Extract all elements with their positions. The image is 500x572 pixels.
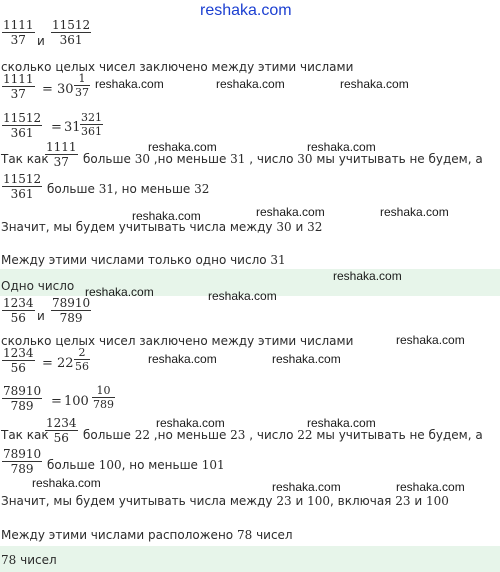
- answer-band-2: [0, 546, 500, 572]
- so-line: Значит, мы будем учитывать числа между 30 и 32: [1, 220, 323, 234]
- since-text-2: Так как: [1, 428, 49, 442]
- watermark: reshaka.com: [148, 140, 217, 154]
- so-line-2: Значит, мы будем учитывать числа между 23 и 100, включая 23 и 100: [1, 494, 449, 508]
- since-line-2: больше 22 ,но меньше 23 , число 22 мы учитывать не будем, а: [83, 428, 483, 442]
- fraction-1111-37: $\frac{1111}{37}$: [3, 18, 34, 47]
- and-word: и: [37, 34, 45, 48]
- fraction-78910-789: $\frac{78910}{789}$: [52, 296, 91, 325]
- eq2-equals: =: [51, 120, 62, 135]
- since-fraction: $\frac{1111}{37}$: [46, 140, 77, 169]
- eq2-whole-2: 100: [64, 394, 89, 409]
- eq1-fraction: $\frac{1111}{37}$: [3, 72, 34, 101]
- question-text: сколько целых чисел заключено между этими числами: [1, 60, 354, 74]
- greater-line-2: больше 100, но меньше 101: [47, 458, 225, 472]
- watermark: reshaka.com: [148, 352, 217, 366]
- watermark: reshaka.com: [216, 77, 285, 91]
- watermark: reshaka.com: [333, 269, 402, 283]
- eq2-whole: 31: [64, 120, 81, 135]
- watermark: reshaka.com: [307, 416, 376, 430]
- question-text-2: сколько целых чисел заключено между этими числами: [1, 334, 354, 348]
- since-text: Так как: [1, 152, 49, 166]
- watermark: reshaka.com: [340, 77, 409, 91]
- eq2-frac: 321 361: [81, 111, 102, 138]
- answer-2: 78 чисел: [1, 553, 57, 567]
- eq1-frac: 1 37: [75, 72, 89, 99]
- eq2-fraction-2: $\frac{78910}{789}$: [3, 384, 42, 413]
- eq2-frac-2: 10 789: [93, 384, 114, 411]
- between-line: Между этими числами только одно число 31: [1, 253, 286, 267]
- watermark-top: reshaka.com: [200, 2, 292, 19]
- eq1-fraction-2: $\frac{1234}{56}$: [3, 346, 34, 375]
- watermark: reshaka.com: [272, 352, 341, 366]
- watermark: reshaka.com: [272, 480, 341, 494]
- watermark: reshaka.com: [396, 333, 465, 347]
- eq1-frac-2: 2 56: [75, 346, 89, 373]
- fraction-1234-56: $\frac{1234}{56}$: [3, 296, 34, 325]
- watermark: reshaka.com: [380, 205, 449, 219]
- greater-fraction-2: $\frac{78910}{789}$: [3, 447, 42, 476]
- fraction-11512-361: $\frac{11512}{361}$: [52, 18, 91, 47]
- since-fraction-2: $\frac{1234}{56}$: [46, 416, 77, 445]
- eq2-fraction: $\frac{11512}{361}$: [3, 111, 42, 140]
- watermark: reshaka.com: [95, 77, 164, 91]
- watermark: reshaka.com: [307, 140, 376, 154]
- greater-fraction: $\frac{11512}{361}$: [3, 172, 42, 201]
- answer-1: Одно число: [1, 279, 75, 293]
- eq1-equals: =: [42, 82, 53, 97]
- greater-line: больше 31, но меньше 32: [47, 182, 210, 196]
- watermark: reshaka.com: [208, 289, 277, 303]
- since-line: больше 30 ,но меньше 31 , число 30 мы учитывать не будем, а: [83, 152, 483, 166]
- eq1-whole: 30: [57, 82, 74, 97]
- watermark: reshaka.com: [396, 480, 465, 494]
- between-line-2: Между этими числами расположено 78 чисел: [1, 528, 293, 542]
- and-word-2: и: [37, 309, 45, 323]
- watermark: reshaka.com: [85, 285, 154, 299]
- watermark: reshaka.com: [256, 205, 325, 219]
- eq1-whole-2: 22: [57, 356, 74, 371]
- eq1-equals-2: =: [42, 356, 53, 371]
- watermark: reshaka.com: [32, 476, 101, 490]
- watermark: reshaka.com: [132, 209, 201, 223]
- eq2-equals-2: =: [51, 394, 62, 409]
- watermark: reshaka.com: [156, 416, 225, 430]
